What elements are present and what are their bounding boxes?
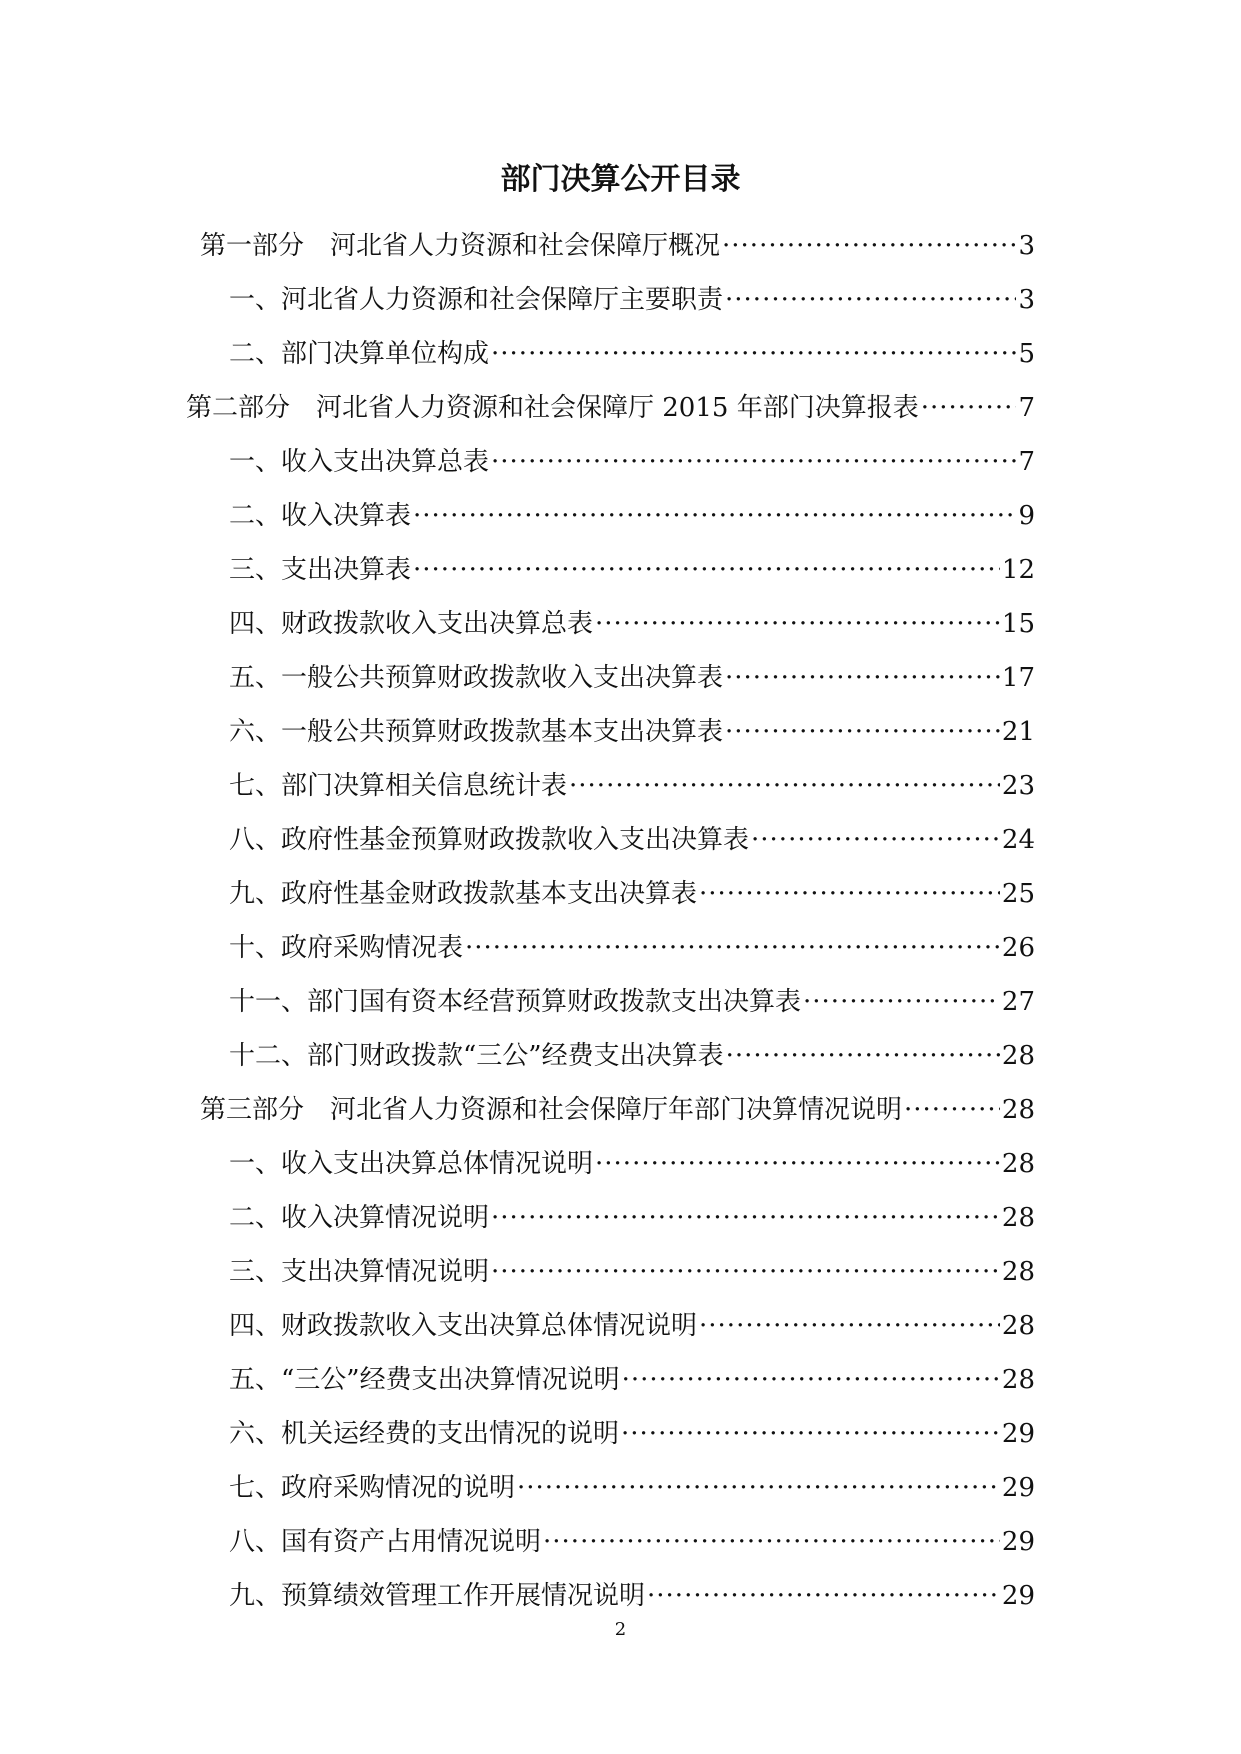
toc-entry-page: 7 <box>1018 393 1035 423</box>
toc-entry[interactable] <box>229 982 1035 1022</box>
toc-entry-page: 15 <box>1001 609 1035 639</box>
toc-leader-dots <box>904 1090 1000 1130</box>
toc-entry-page: 29 <box>1001 1419 1035 1449</box>
toc-entry-page: 21 <box>1001 717 1035 747</box>
toc-entry-label: 七、政府采购情况的说明 <box>229 1473 516 1503</box>
toc-entry-page: 28 <box>1001 1041 1035 1071</box>
toc-entry[interactable] <box>229 1576 1035 1616</box>
toc-entry-page: 12 <box>1001 555 1035 585</box>
toc-entry-label: 第一部分 河北省人力资源和社会保障厅概况 <box>200 231 721 261</box>
toc-entry[interactable] <box>229 820 1035 860</box>
page-number: 2 <box>614 1619 627 1640</box>
toc-entry-label: 十一、部门国有资本经营预算财政拨款支出决算表 <box>229 987 802 1017</box>
toc-entry[interactable] <box>229 442 1035 482</box>
toc-entry-page: 23 <box>1001 771 1035 801</box>
toc-entry[interactable] <box>229 928 1035 968</box>
toc-entry[interactable] <box>229 550 1035 590</box>
toc-leader-dots <box>725 658 1000 698</box>
toc-entry-page: 3 <box>1018 231 1035 261</box>
toc-entry-label: 二、部门决算单位构成 <box>229 339 490 369</box>
toc-entry-label: 四、财政拨款收入支出决算总体情况说明 <box>229 1311 698 1341</box>
toc-entry-label: 九、预算绩效管理工作开展情况说明 <box>229 1581 646 1611</box>
toc-entry-page: 28 <box>1001 1365 1035 1395</box>
toc-entry[interactable] <box>229 1036 1035 1076</box>
toc-entry-page: 25 <box>1001 879 1035 909</box>
toc-leader-dots <box>413 550 1000 590</box>
toc-entry[interactable] <box>229 712 1035 752</box>
toc-entry-label: 第三部分 河北省人力资源和社会保障厅年部门决算情况说明 <box>200 1095 903 1125</box>
toc-leader-dots <box>751 820 1000 860</box>
toc-entry[interactable] <box>229 1522 1035 1562</box>
toc-entry[interactable] <box>229 334 1035 374</box>
toc-entry[interactable] <box>229 496 1035 536</box>
toc-entry-page: 29 <box>1001 1473 1035 1503</box>
toc-entry[interactable] <box>229 1360 1035 1400</box>
toc-leader-dots <box>921 388 1017 428</box>
toc-leader-dots <box>726 1036 1000 1076</box>
toc-entry-label: 五、“三公”经费支出决算情况说明 <box>229 1365 620 1395</box>
toc-entry[interactable] <box>229 874 1035 914</box>
toc-leader-dots <box>647 1576 1000 1616</box>
toc-entry[interactable] <box>229 1306 1035 1346</box>
toc-entry-label: 六、机关运经费的支出情况的说明 <box>229 1419 620 1449</box>
toc-leader-dots <box>517 1468 1000 1508</box>
toc-entry-label: 七、部门决算相关信息统计表 <box>229 771 568 801</box>
toc-entry[interactable] <box>229 1252 1035 1292</box>
toc-entry-part-3[interactable] <box>200 1090 1035 1130</box>
toc-entry-label: 六、一般公共预算财政拨款基本支出决算表 <box>229 717 724 747</box>
toc-entry-page: 17 <box>1001 663 1035 693</box>
toc-entry-page: 7 <box>1018 447 1035 477</box>
toc-entry-page: 29 <box>1001 1581 1035 1611</box>
toc-entry-page: 27 <box>1001 987 1035 1017</box>
toc-entry[interactable] <box>229 1144 1035 1184</box>
toc-leader-dots <box>413 496 1016 536</box>
toc-entry[interactable] <box>229 604 1035 644</box>
toc-entry-page: 24 <box>1001 825 1035 855</box>
toc-entry-page: 29 <box>1001 1527 1035 1557</box>
toc-leader-dots <box>543 1522 1000 1562</box>
toc-entry[interactable] <box>229 280 1035 320</box>
toc-entry-page: 5 <box>1018 339 1035 369</box>
toc-leader-dots <box>491 442 1016 482</box>
toc-entry-label: 第二部分 河北省人力资源和社会保障厅 2015 年部门决算报表 <box>186 393 919 423</box>
toc-leader-dots <box>622 1360 1000 1400</box>
toc-entry-label: 八、国有资产占用情况说明 <box>229 1527 542 1557</box>
toc-leader-dots <box>725 712 1000 752</box>
toc-entry-part-2[interactable] <box>186 388 1035 428</box>
toc-entry-page: 28 <box>1001 1095 1035 1125</box>
page-title: 部门决算公开目录 <box>500 162 741 197</box>
toc-entry-page: 28 <box>1001 1311 1035 1341</box>
toc-leader-dots <box>465 928 1000 968</box>
toc-leader-dots <box>621 1414 1000 1454</box>
toc-entry-label: 三、支出决算情况说明 <box>229 1257 490 1287</box>
toc-entry-label: 一、收入支出决算总体情况说明 <box>229 1149 594 1179</box>
toc-leader-dots <box>569 766 1000 806</box>
toc-entry-label: 九、政府性基金财政拨款基本支出决算表 <box>229 879 698 909</box>
toc-entry-part-1[interactable] <box>200 226 1035 266</box>
toc-entry-page: 26 <box>1001 933 1035 963</box>
toc-leader-dots <box>803 982 1000 1022</box>
toc-leader-dots <box>491 1252 1000 1292</box>
toc-entry[interactable] <box>229 658 1035 698</box>
toc-leader-dots <box>722 226 1016 266</box>
toc-leader-dots <box>725 280 1016 320</box>
toc-leader-dots <box>491 334 1016 374</box>
toc-entry[interactable] <box>229 1414 1035 1454</box>
toc-entry[interactable] <box>229 766 1035 806</box>
toc-entry-label: 二、收入决算情况说明 <box>229 1203 490 1233</box>
toc-leader-dots <box>491 1198 1000 1238</box>
toc-entry-label: 十二、部门财政拨款“三公”经费支出决算表 <box>229 1041 724 1071</box>
toc-entry[interactable] <box>229 1198 1035 1238</box>
toc-leader-dots <box>699 1306 1000 1346</box>
toc-entry-label: 八、政府性基金预算财政拨款收入支出决算表 <box>229 825 750 855</box>
toc-leader-dots <box>595 1144 1000 1184</box>
toc-entry-label: 一、收入支出决算总表 <box>229 447 490 477</box>
toc-entry-page: 9 <box>1018 501 1035 531</box>
toc-entry-label: 四、财政拨款收入支出决算总表 <box>229 609 594 639</box>
toc-entry[interactable] <box>229 1468 1035 1508</box>
toc-entry-page: 28 <box>1001 1203 1035 1233</box>
toc-entry-label: 五、一般公共预算财政拨款收入支出决算表 <box>229 663 724 693</box>
toc-leader-dots <box>595 604 1000 644</box>
toc-entry-label: 十、政府采购情况表 <box>229 933 464 963</box>
toc-entry-page: 28 <box>1001 1257 1035 1287</box>
toc-entry-page: 3 <box>1018 285 1035 315</box>
toc-leader-dots <box>699 874 1000 914</box>
toc-entry-label: 一、河北省人力资源和社会保障厅主要职责 <box>229 285 724 315</box>
toc-entry-page: 28 <box>1001 1149 1035 1179</box>
toc-entry-label: 三、支出决算表 <box>229 555 412 585</box>
toc-entry-label: 二、收入决算表 <box>229 501 412 531</box>
